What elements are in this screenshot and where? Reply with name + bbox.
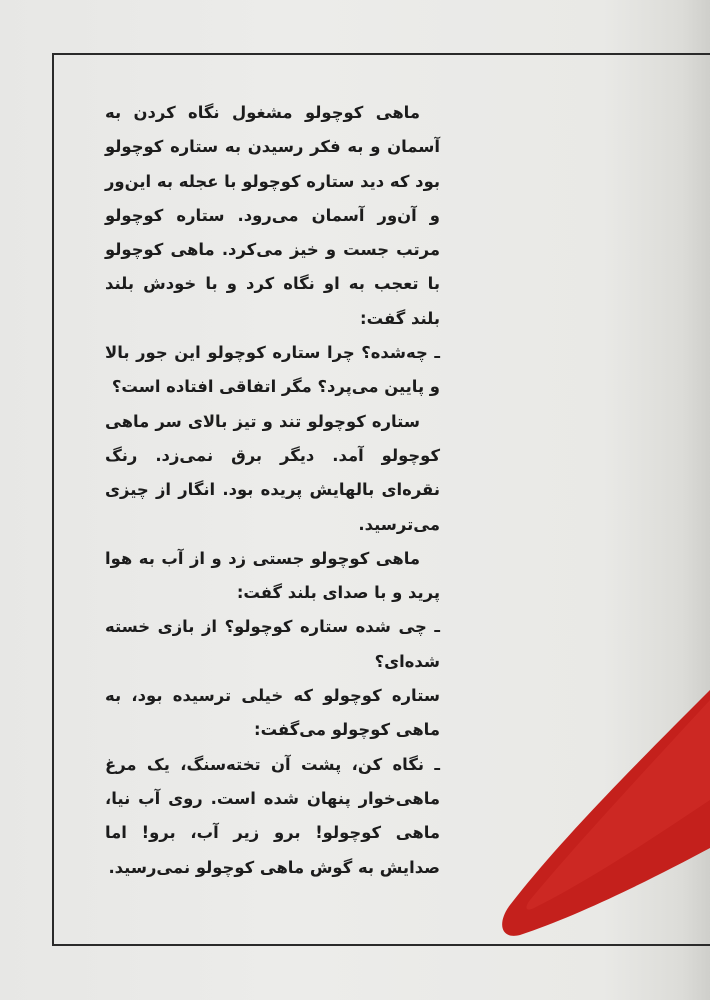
story-paragraph: ـ نگاه کن، پشت آن تخته‌سنگ، یک مرغ ماهی‌خوار پنهان شده است. روی آب نیا، ماهی کوچولو! برو زیر آب، برو! اما صدایش به گوش ماهی کوچولو نمی‌رسید. [105,754,440,877]
story-paragraph: ـ چه‌شده؟ چرا ستاره کوچولو این جور بالا و پایین می‌پرد؟ مگر اتفاقی افتاده است؟ [105,343,440,397]
story-paragraph: ماهی کوچولو مشغول نگاه کردن به آسمان و به فکر رسیدن به ستاره کوچولو بود که دید ستاره کوچولو با عجله به این‌ور و آن‌ور آسمان می‌رود. ستاره کوچولو مرتب جست و خیز می‌کرد. ماهی کوچولو با تعجب به او نگاه کرد و با خودش بلند بلند گفت: [105,103,440,328]
story-paragraph: ـ چی شده ستاره کوچولو؟ از بازی خسته شده‌ای؟ [105,617,440,671]
story-paragraph: ماهی کوچولو جستی زد و از آب به هوا پرید و با صدای بلند گفت: [105,548,440,603]
story-paragraph: ستاره کوچولو که خیلی ترسیده بود، به ماهی کوچولو می‌گفت: [105,686,440,740]
story-paragraph: ستاره کوچولو تند و تیز بالای سر ماهی کوچولو آمد. دیگر برق نمی‌زد. رنگ نقره‌ای بالهایش پریده بود. انگار از چیزی می‌ترسید. [105,411,440,534]
story-text [105,96,440,885]
